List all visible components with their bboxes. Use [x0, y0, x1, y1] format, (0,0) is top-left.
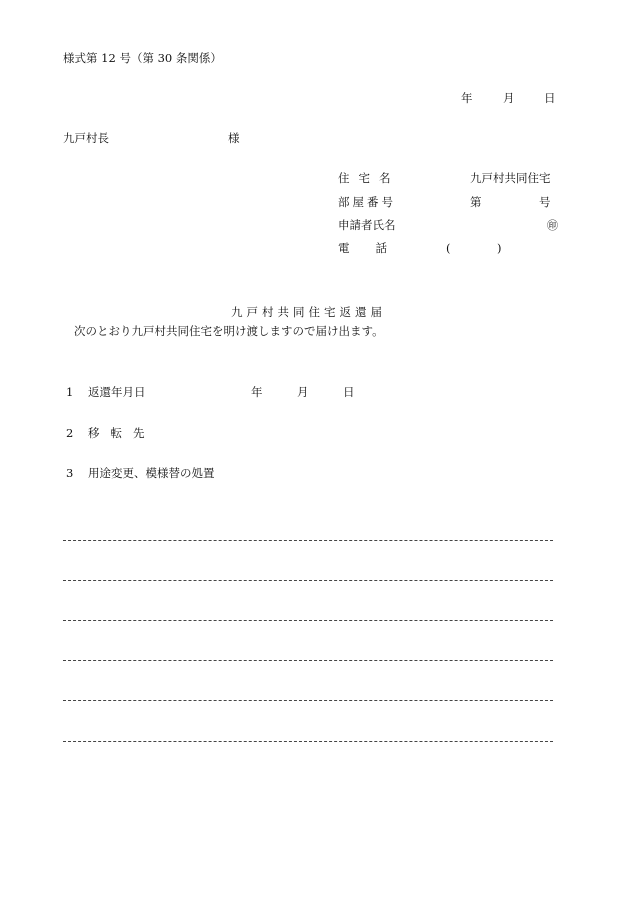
housing-name-value: 九戸村共同住宅: [470, 171, 551, 185]
housing-name-label: 住宅名: [338, 171, 400, 185]
item-number: 1: [66, 385, 74, 399]
seal-mark: ㊞: [547, 219, 558, 232]
phone-paren-open: (: [446, 241, 451, 255]
room-number-prefix: 第: [470, 195, 482, 209]
writing-line[interactable]: [63, 540, 553, 541]
phone-label: 電話: [338, 241, 413, 255]
phone-paren-close: ): [497, 241, 502, 255]
writing-line[interactable]: [63, 660, 553, 661]
relocation-label: 移転先: [88, 426, 156, 440]
intro-text: 次のとおり九戸村共同住宅を明け渡しますので届け出ます。: [74, 324, 384, 338]
date-year-label: 年: [461, 91, 473, 105]
document-title: 九戸村共同住宅返還届: [231, 305, 386, 319]
addressee-honorific: 様: [228, 131, 240, 145]
addressee-name: 九戸村長: [63, 131, 109, 145]
return-date-label: 返還年月日: [88, 385, 146, 399]
applicant-name-label: 申請者氏名: [338, 218, 396, 232]
return-date-month-label: 月: [297, 385, 309, 399]
return-date-day-label: 日: [343, 385, 355, 399]
date-month-label: 月: [503, 91, 515, 105]
writing-line[interactable]: [63, 700, 553, 701]
alteration-label: 用途変更、模様替の処置: [88, 466, 215, 480]
writing-line[interactable]: [63, 741, 553, 742]
room-number-suffix: 号: [539, 195, 551, 209]
date-day-label: 日: [544, 91, 556, 105]
item-number: 3: [66, 466, 74, 480]
writing-line[interactable]: [63, 620, 553, 621]
room-number-label: 部屋番号: [338, 195, 396, 209]
return-date-year-label: 年: [251, 385, 263, 399]
item-number: 2: [66, 426, 74, 440]
writing-line[interactable]: [63, 580, 553, 581]
form-number: 様式第 12 号（第 30 条関係）: [63, 51, 222, 65]
